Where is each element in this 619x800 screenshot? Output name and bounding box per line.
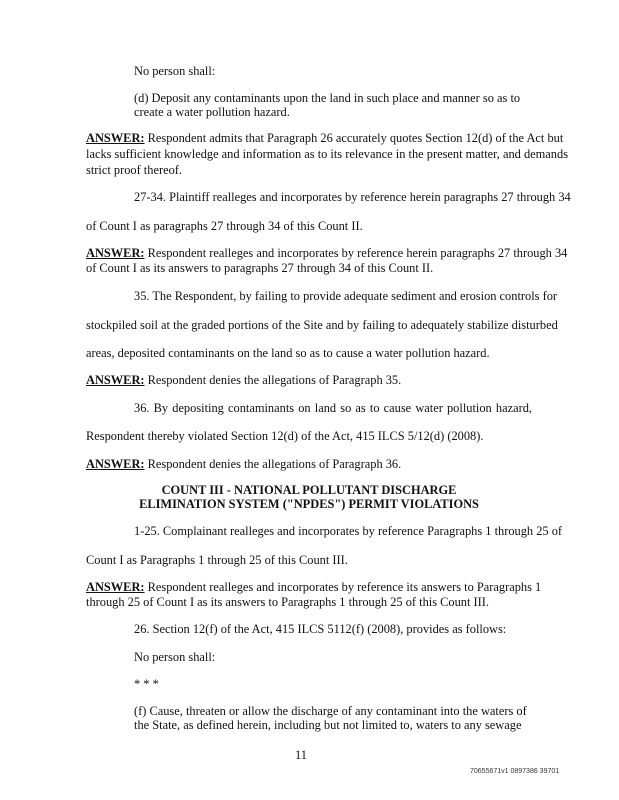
answer-paragraph (86, 579, 542, 595)
document-id-footer: 70655671v1 0897386 39701 (470, 768, 560, 775)
quote-line: * * * (134, 677, 159, 691)
answer-text: Respondent admits that Paragraph 26 accurately quotes Section 12(d) of the Act but (144, 131, 564, 145)
paragraph-line: 1-25. Complainant realleges and incorporates by reference Paragraphs 1 through 25 of (134, 524, 563, 538)
quote-line: the State, as defined herein, including but not limited to, waters to any sewage (134, 718, 522, 732)
answer-line: of Count I as its answers to paragraphs 27 through 34 of this Count II. (86, 261, 434, 275)
answer-paragraph (86, 130, 564, 146)
paragraph-line: Respondent thereby violated Section 12(d) of the Act, 415 ILCS 5/12(d) (2008). (86, 429, 484, 443)
paragraph-line: 26. Section 12(f) of the Act, 415 ILCS 5112(f) (2008), provides as follows: (134, 622, 507, 636)
paragraph-line: 35. The Respondent, by failing to provide adequate sediment and erosion controls for (134, 289, 558, 303)
quote-line: No person shall: (134, 650, 216, 664)
page-number: 11 (295, 748, 307, 762)
paragraph-line: stockpiled soil at the graded portions of the Site and by failing to adequately stabilize disturbed (86, 318, 558, 332)
answer-line: strict proof thereof. (86, 163, 182, 177)
answer-label: ANSWER: (86, 131, 145, 145)
answer-text: Respondent denies the allegations of Paragraph 36. (144, 457, 402, 471)
quote-line: (f) Cause, threaten or allow the discharge of any contaminant into the waters of (134, 704, 527, 718)
answer-paragraph (86, 456, 401, 472)
answer-text: Respondent realleges and incorporates by reference its answers to Paragraphs 1 (144, 580, 542, 594)
answer-text: Respondent denies the allegations of Paragraph 35. (144, 373, 402, 387)
answer-label: ANSWER: (86, 373, 145, 387)
answer-label: ANSWER: (86, 457, 145, 471)
answer-label: ANSWER: (86, 580, 145, 594)
answer-text: Respondent realleges and incorporates by reference herein paragraphs 27 through 34 (144, 246, 568, 260)
paragraph-line: of Count I as paragraphs 27 through 34 of this Count II. (86, 219, 363, 233)
section-heading: ELIMINATION SYSTEM ("NPDES") PERMIT VIOLATIONS (139, 497, 479, 511)
answer-paragraph (86, 372, 401, 388)
section-heading: COUNT III - NATIONAL POLLUTANT DISCHARGE (161, 483, 457, 497)
paragraph-line: 27-34. Plaintiff realleges and incorporates by reference herein paragraphs 27 through 34 (134, 190, 571, 204)
quote-line: (d) Deposit any contaminants upon the land in such place and manner so as to (134, 91, 521, 105)
paragraph-line: Count I as Paragraphs 1 through 25 of this Count III. (86, 553, 348, 567)
answer-line: lacks sufficient knowledge and information as to its relevance in the present matter, and demands (86, 147, 569, 161)
answer-label: ANSWER: (86, 246, 145, 260)
answer-paragraph (86, 245, 568, 261)
quote-line: No person shall: (134, 64, 216, 78)
answer-line: through 25 of Count I as its answers to Paragraphs 1 through 25 of this Count III. (86, 595, 489, 609)
paragraph-line: 36. By depositing contaminants on land so as to cause water pollution hazard, (134, 401, 532, 415)
paragraph-line: areas, deposited contaminants on the land so as to cause a water pollution hazard. (86, 346, 490, 360)
quote-line: create a water pollution hazard. (134, 105, 290, 119)
